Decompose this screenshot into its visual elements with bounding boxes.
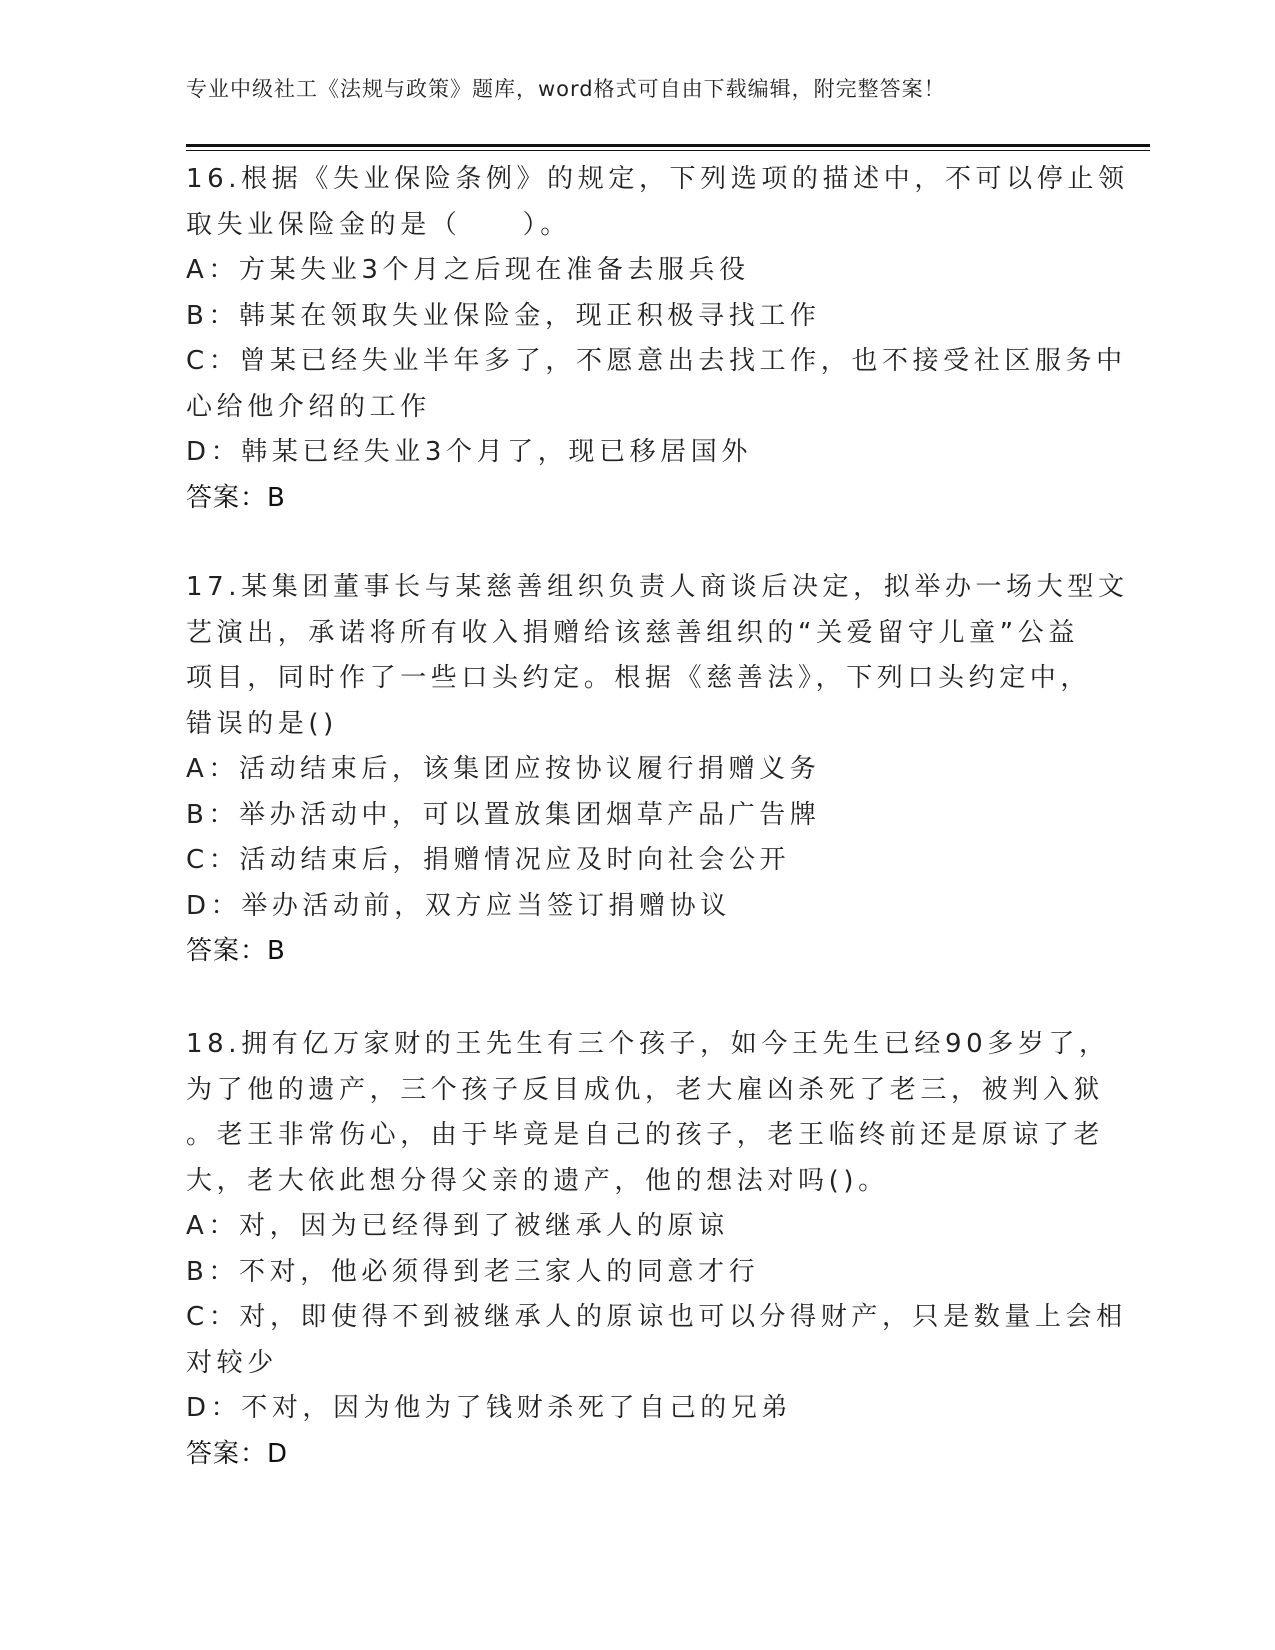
option-c: C：活动结束后，捐赠情况应及时向社会公开 [186, 845, 791, 875]
answer-label: 答案：D [186, 1438, 289, 1469]
header-rule-thin [186, 150, 1150, 151]
question-stem-line: 。老王非常伤心，由于毕竟是自己的孩子，老王临终前还是原谅了老 [186, 1120, 1105, 1150]
document-header: 专业中级社工《法规与政策》题库，word格式可自由下载编辑，附完整答案！ [186, 77, 946, 101]
question-18 [186, 1022, 1127, 1477]
question-stem-line: 大，老大依此想分得父亲的遗产，他的想法对吗()。 [186, 1165, 889, 1196]
option-d: D：举办活动前，双方应当签订捐赠协议 [186, 890, 731, 921]
question-stem-line: 取失业保险金的是（ ）。 [186, 209, 571, 240]
question-stem-line: 18.拥有亿万家财的王先生有三个孩子，如今王先生已经90多岁了， [186, 1029, 1110, 1059]
option-b: B：举办活动中，可以置放集团烟草产品广告牌 [186, 799, 821, 830]
question-stem-line: 错误的是() [186, 708, 338, 739]
option-b: B：不对，他必须得到老三家人的同意才行 [186, 1256, 760, 1287]
question-17 [186, 565, 1129, 975]
option-b: B：韩某在领取失业保险金，现正积极寻找工作 [186, 300, 821, 331]
option-c: C：曾某已经失业半年多了，不愿意出去找工作，也不接受社区服务中 [186, 346, 1127, 376]
option-c: C：对，即使得不到被继承人的原谅也可以分得财产，只是数量上会相 [186, 1302, 1127, 1332]
answer-label: 答案：B [186, 482, 286, 513]
option-c-continued: 心给他介绍的工作 [186, 391, 431, 422]
option-a: A：对，因为已经得到了被继承人的原谅 [186, 1211, 729, 1241]
option-a: A：活动结束后，该集团应按协议履行捐赠义务 [186, 754, 821, 784]
question-stem-line: 17.某集团董事长与某慈善组织负责人商谈后决定，拟举办一场大型文 [186, 572, 1129, 602]
option-a: A：方某失业3个月之后现在准备去服兵役 [186, 255, 750, 285]
option-c-continued: 对较少 [186, 1347, 278, 1378]
question-stem-line: 16.根据《失业保险条例》的规定，下列选项的描述中，不可以停止领 [186, 164, 1129, 194]
answer-label: 答案：B [186, 936, 286, 966]
question-stem-line: 艺演出，承诺将所有收入捐赠给该慈善组织的“关爱留守儿童”公益 [186, 617, 1079, 648]
option-d: D：韩某已经失业3个月了，现已移居国外 [186, 437, 752, 467]
question-stem-line: 项目，同时作了一些口头约定。根据《慈善法》，下列口头约定中， [186, 663, 1092, 693]
question-16 [186, 157, 1129, 521]
option-d: D：不对，因为他为了钱财杀死了自己的兄弟 [186, 1393, 793, 1423]
header-rule-thick [186, 144, 1150, 147]
question-stem-line: 为了他的遗产，三个孩子反目成仇，老大雇凶杀死了老三，被判入狱 [186, 1074, 1105, 1105]
